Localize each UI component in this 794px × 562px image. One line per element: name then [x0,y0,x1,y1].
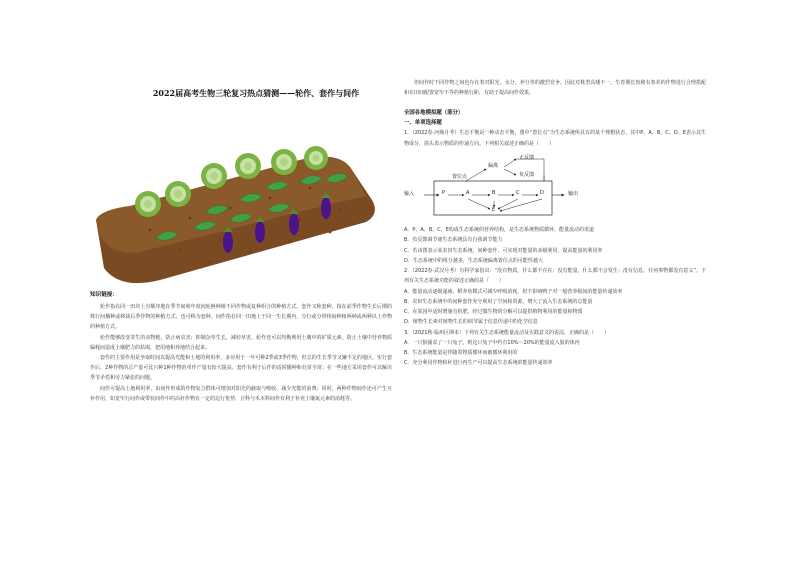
diagram-output-label: 输出 [568,191,579,198]
paragraph-rotation: 轮作指在同一田块上有顺序地在季节间和年度间轮换种植不同作物或复种组合的种植方式。套作又称套种，指在前季作物生长后期的株行间播种或移栽后季作物的种植方式，也可称为套种。间作指在同一田地上于同一生长期内，分行或分带相间种植两种或两种以上作物的种植方式。 [90,304,392,331]
question-2-option-a: A．能量流动逐级递减，稻养鱼模式可减少呼吸消耗，但不影响鸭子对一般营养级间的能量传递效率 [404,288,623,295]
diagram-negative-feedback-label: 负反馈 [519,172,535,179]
question-1-option-b: B．负反馈调节使生态系统具有自我调节能力 [404,237,503,244]
knowledge-heading: 知识链接： [90,292,118,298]
question-2-option-d: D．植物生长素对植物生长的调节属于信息传递中的化学信息 [404,319,538,326]
document-title: 2022届高考生物三轮复习热点猜测——轮作、套作与间作 [152,88,360,98]
question-1-options [404,225,706,266]
diagram-node-a: A [466,190,470,197]
section-title: 全国各地模拟题（部分） [404,110,464,117]
question-1-option-c: C．若该图表示某农田生态系统，间种套作，可实现对能量的多级利用，提高能量的利用率 [404,247,603,254]
diagram-node-c: C [516,190,520,197]
diagram-node-e: E [492,207,496,214]
question-2-stem: 2．（2022春·武汉月考）有科学家指出：“没有物质，什么都不存在；没有能量，什么都不会发生；没有信息，任何事物都没有意义”。下列有关生态系统功能的叙述正确的是（ ） [404,268,706,285]
ecosystem-diagram [404,151,706,223]
question-3-options [404,338,706,369]
diagram-input-label: 输入 [404,191,415,198]
right-column [404,78,706,369]
diagram-node-d: D [540,190,544,197]
knowledge-section [90,290,392,404]
question-2-options [404,287,706,328]
paragraph-intercrop-continued: 但间作时不同作物之间也存在着对阳光、水分、养分等的激烈竞争。因此对株型高矮不一、生育期长短稍有参差的作物进行合理搭配和在田间配置宽窄不等的种植行距，有助于提高间作效果。 [404,80,706,97]
question-3-option-b: B．生态系统能量是伴随着物质循环而被循环利用的 [404,350,518,357]
left-column [88,88,390,99]
question-3-option-c: C．充分利用作物秸秆进行再生产可以提高生态系统的能量传递效率 [404,360,553,367]
section-subtitle: 一、单项选择题 [404,120,442,127]
question-1-option-a: A．P、A、B、C、E构成生态系统的营养结构，是生态系统物质循环、能量流动的渠道 [404,227,594,234]
diagram-deviation-label: 偏离 [488,163,499,170]
diagram-node-b: B [492,190,496,197]
question-3-stem: 3．（2021秋·临州区期末）下列有关生态系统能量流动及实践意义的说法，正确的是（ ） [404,329,609,336]
question-2-option-b: B．农田生态系统中的间种套作充分利用了空间和资源，增大了流入生态系统的总能量 [404,299,593,306]
paragraph-rotation-benefits: 轮作能够改变寄生的食物链，防止病虫害；抑制杂草生长，减轻草害。轮作还可以均衡利用土壤中的矿质元素，防止土壤中营养物质偏耗而造成土壤肥力的枯竭，把用地和养地结合起来。 [90,334,392,351]
garden-illustration [90,140,380,290]
question-2-option-c: C．在果园中适时增施有机肥，经过微生物的分解可以提供植物利用的能量和物质 [404,309,583,316]
question-1-stem: 1．（2022春·河城月考）生态平衡是一种动态平衡，图中“置位点”为生态系统所具有的某个理想状态，其中P、A、B、C、D、E表示其生物成分，箭头表示物质的传递方向。下列相关叙述正确的是（ ） [404,130,706,147]
question-1-option-d: D．生态系统中的组分越多，生态系统偏离置位点的可能性越大 [404,257,543,264]
diagram-node-p: P [442,190,446,197]
paragraph-intercrop: 间作可提高土地利用率，由间作形成的作物复合群体可增加对阳光的截取与吸收，减少光能的浪费；同时，两种作物间作还可产生互补作用，如宽窄行间作或带状间作中的高秆作物有一定的边行优势、豆科与禾本科间作有利于补充土壤氮元素的消耗等。 [90,385,392,402]
diagram-setpoint-label: 置位点 [452,174,468,181]
question-3-option-a: A．一只狼捕食了一只兔子，则这只兔子中约有10%～20%的能量流入狼的体内 [404,340,580,347]
paragraph-relay: 套作的主要作用是争取时间以提高光能和土地的利用率，多应用于一年可种2季或3季作物，但总的生长季节又嫌不足的地区。实行套作后，2种作物的总产量可比只种1种作物的单作产量有较大提高。套作有利于后作的适时播种和壮苗全苗；在一些地方采用套作可以解决季节矛盾和劳力紧张的问题。 [90,355,392,382]
diagram-positive-feedback-label: 正反馈 [519,155,535,162]
ecosystem-diagram-svg [404,151,706,223]
